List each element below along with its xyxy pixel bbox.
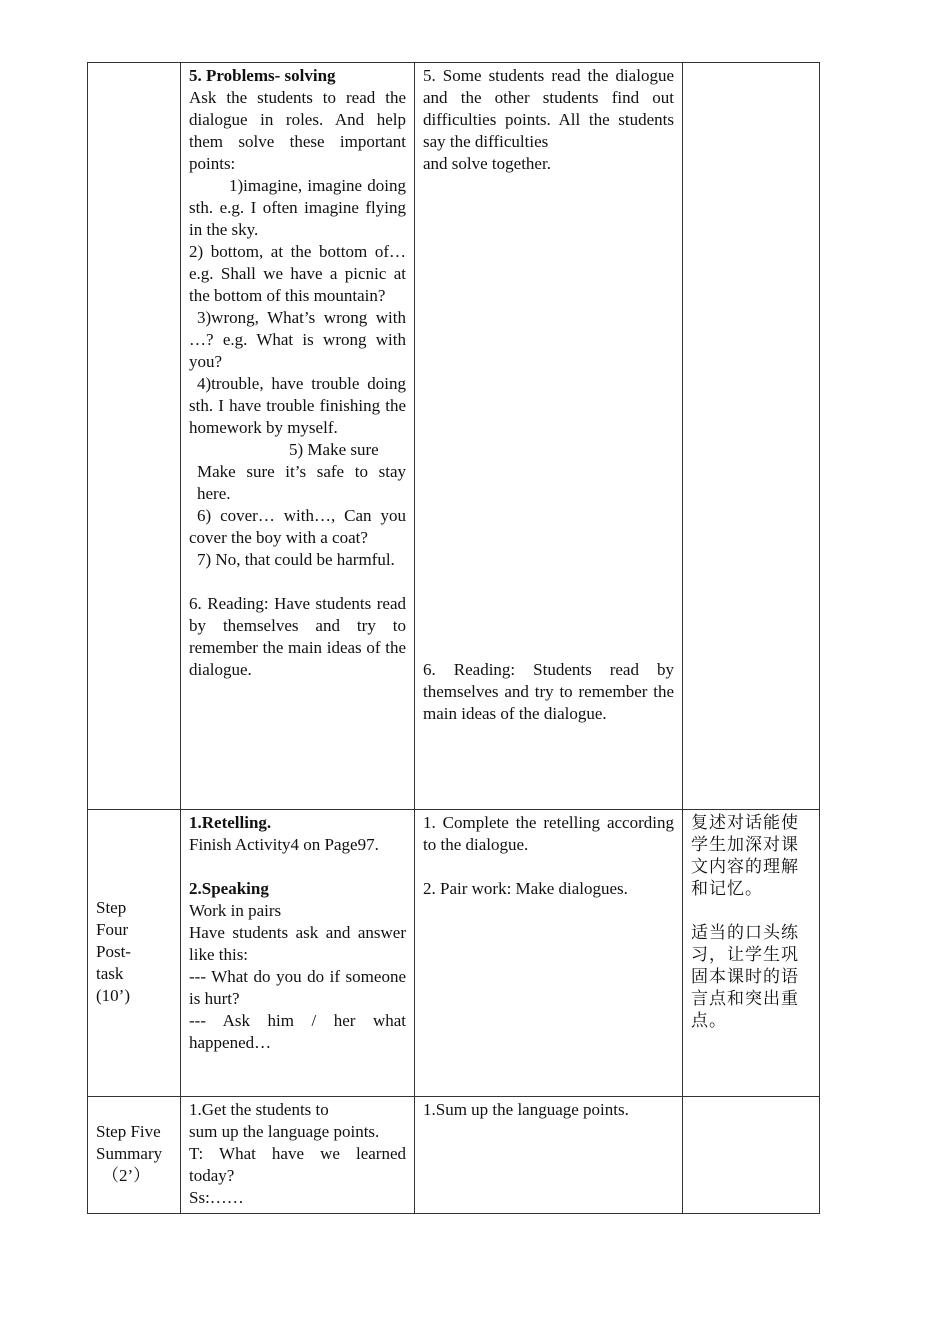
lesson-plan-table <box>87 62 820 1214</box>
summary-line-1: 1.Get the students to <box>189 1100 329 1119</box>
point-3: 3)wrong, What’s wrong with …? e.g. What is wrong with you? <box>189 308 406 371</box>
purpose-speaking: 适当的口头练习，让学生巩固本课时的语言点和突出重点。 <box>691 923 799 1031</box>
purpose-cell <box>683 810 820 1097</box>
summary-line-3: T: What have we learned today? <box>189 1144 406 1185</box>
step-line: Summary <box>96 1144 163 1163</box>
speaking-line-3: --- What do you do if someone is hurt? <box>189 967 406 1008</box>
reading-activity: 6. Reading: Have students read by themselves and try to remember the main ideas of the dialogue. <box>189 594 406 679</box>
student-activity-cell <box>415 1097 683 1214</box>
row-step-five <box>88 1097 820 1214</box>
step-line: task <box>96 964 124 983</box>
student-activity-cell <box>415 810 683 1097</box>
point-5-title: 5) Make sure <box>289 440 379 459</box>
purpose-cell-empty <box>683 1097 820 1214</box>
point-5-example: Make sure it’s safe to stay here. <box>197 462 406 503</box>
student-retelling: 1. Complete the retelling according to the dialogue. <box>423 813 674 854</box>
point-1: 1)imagine, imagine doing sth. e.g. I often imagine flying in the sky. <box>189 176 406 239</box>
step-line: Step <box>96 898 127 917</box>
summary-line-4: Ss:…… <box>189 1188 244 1207</box>
student-step-5-cont: and solve together. <box>423 154 551 173</box>
step-line: Post- <box>96 942 131 961</box>
speaking-line-2: Have students ask and answer like this: <box>189 923 406 964</box>
step-line: Step Five <box>96 1122 161 1141</box>
row-step-four <box>88 810 820 1097</box>
step-five-label <box>88 1097 181 1214</box>
step-line: （2’） <box>102 1166 151 1185</box>
student-step-5: 5. Some students read the dialogue and the other students find out difficulties points. All the students say the difficulties <box>423 66 674 151</box>
speaking-line-4: --- Ask him / her what happened… <box>189 1011 406 1052</box>
point-4: 4)trouble, have trouble doing sth. I have trouble finishing the homework by myself. <box>189 374 406 437</box>
teacher-activity-cell <box>181 63 415 810</box>
teacher-activity-cell <box>181 1097 415 1214</box>
summary-line-2: sum up the language points. <box>189 1122 380 1141</box>
step-cell-empty <box>88 63 181 810</box>
student-summary: 1.Sum up the language points. <box>423 1100 629 1119</box>
step-line: Four <box>96 920 129 939</box>
student-pair-work: 2. Pair work: Make dialogues. <box>423 879 628 898</box>
purpose-retelling: 复述对话能使学生加深对课文内容的理解和记忆。 <box>691 813 799 899</box>
teacher-activity-cell <box>181 810 415 1097</box>
problem-solving-intro: Ask the students to read the dialogue in roles. And help them solve these important points: <box>189 88 406 173</box>
retelling-title: 1.Retelling. <box>189 813 272 832</box>
point-2: 2) bottom, at the bottom of… e.g. Shall we have a picnic at the bottom of this mountain? <box>189 242 406 305</box>
step-line: (10’) <box>96 986 130 1005</box>
point-7: 7) No, that could be harmful. <box>197 550 395 569</box>
retelling-text: Finish Activity4 on Page97. <box>189 835 379 854</box>
purpose-cell-empty <box>683 63 820 810</box>
student-activity-cell <box>415 63 683 810</box>
step-four-label <box>88 810 181 1097</box>
row-problem-solving <box>88 63 820 810</box>
speaking-title: 2.Speaking <box>189 879 269 898</box>
student-step-6: 6. Reading: Students read by themselves and try to remember the main ideas of the dialogue. <box>423 660 674 723</box>
speaking-line-1: Work in pairs <box>189 901 282 920</box>
point-6: 6) cover… with…, Can you cover the boy with a coat? <box>189 506 406 547</box>
problem-solving-title: 5. Problems- solving <box>189 66 336 85</box>
